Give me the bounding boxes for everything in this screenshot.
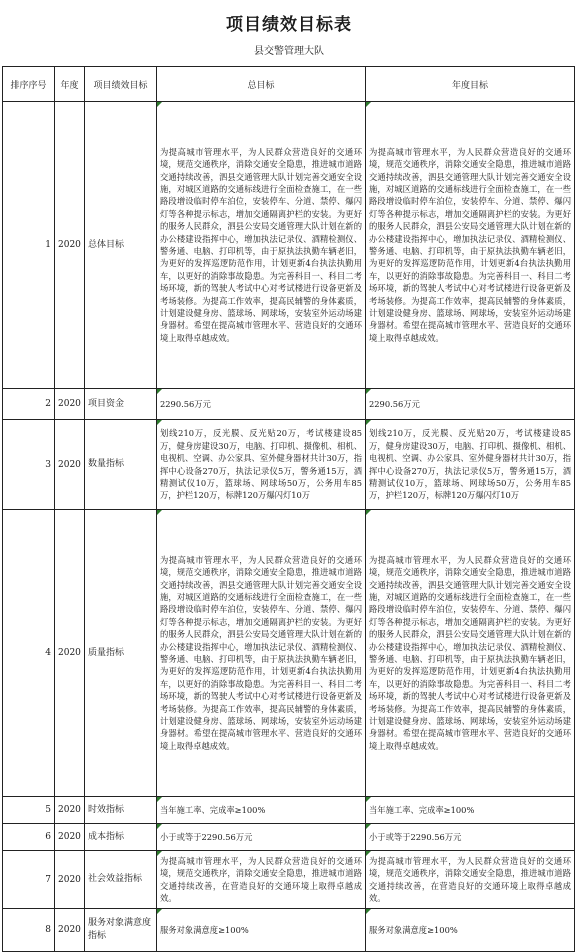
- row-year: 2020: [55, 102, 85, 389]
- row-annual-goal: [366, 102, 575, 389]
- row-total-goal: [157, 420, 366, 510]
- row-annual-goal-text: 为提高城市管理水平，为人民群众营造良好的交通环境，规范交通秩序，消除交通安全隐患，推进城市道路交通持续改善，泗县交通管理大队计划完善交通安全设施，对城区道路的交通标线进行全面检查施工，在一些路段增设临时停车泊位，安装停车、分道、禁停、爆闪灯等各种提示标志，增加交通隔离护栏的安装。为更好的服务人民群众，泗县公安局交通管理大队计划在新的办公楼建设指挥中心，增加执法记录仪、酒精检测仪、警务通、电脑、打印机等，由于原执法执勤车辆老旧，为更好的发挥巡逻防范作用，计划更新4台执法执勤用车，以更好的消除事故隐患。为完善科目一、科目二考场环境，新的驾驶人考试中心对考试楼进行设备更新及考场装修。为提高工作效率，提高民辅警的身体素质，计划建设健身房、篮球场、网球场，安装室外运动场建身器材。希望在提高城市管理水平、营造良好的交通环境上取得卓越成效。: [369, 554, 571, 751]
- row-goal-name: 项目资金: [85, 389, 157, 420]
- cell-comment-marker: [157, 389, 162, 394]
- row-total-goal-text: 划线210万，反光膜、反光贴20万，考试楼建设85万，健身房建设30万，电脑、打印机、摄像机、相机、电视机、空调、办公家具、室外健身器材共计30万，指挥中心设备270万，执法记录仪5万，警务通15万，酒精测试仪10万，篮球场、网球场50万，公务用车85万，护栏120万，标牌120万爆闪灯10万: [160, 428, 362, 501]
- cell-comment-marker: [157, 797, 162, 802]
- row-total-goal: [157, 851, 366, 909]
- row-total-goal: [157, 824, 366, 851]
- row-total-goal: [157, 909, 366, 952]
- row-annual-goal-text: 为提高城市管理水平，为人民群众营造良好的交通环境，规范交通秩序，消除交通安全隐患，推进城市道路交通持续改善，在营造良好的交通环境上取得卓越成效。: [369, 855, 571, 903]
- row-annual-goal: [366, 824, 575, 851]
- row-total-goal-text: 2290.56万元: [160, 398, 211, 409]
- table-row: [3, 102, 575, 389]
- row-year: 2020: [55, 797, 85, 824]
- cell-comment-marker: [366, 824, 371, 829]
- cell-comment-marker: [366, 102, 371, 107]
- cell-comment-marker: [157, 824, 162, 829]
- cell-comment-marker: [366, 510, 371, 515]
- row-seq: 6: [3, 824, 55, 851]
- row-annual-goal: [366, 797, 575, 824]
- row-total-goal: [157, 102, 366, 389]
- row-seq: 2: [3, 389, 55, 420]
- cell-comment-marker: [157, 102, 162, 107]
- row-annual-goal: [366, 851, 575, 909]
- row-seq: 3: [3, 420, 55, 510]
- row-goal-name: 时效指标: [85, 797, 157, 824]
- header-annual-goal: 年度目标: [366, 67, 575, 102]
- header-total-goal: 总目标: [157, 67, 366, 102]
- row-annual-goal-text: 当年施工率、完成率≥100%: [369, 804, 475, 815]
- row-year: 2020: [55, 389, 85, 420]
- row-total-goal-text: 小于或等于2290.56万元: [160, 831, 253, 842]
- cell-comment-marker: [157, 420, 162, 425]
- row-total-goal: [157, 510, 366, 797]
- row-annual-goal-text: 小于或等于2290.56万元: [369, 831, 462, 842]
- row-annual-goal: [366, 420, 575, 510]
- header-goal-name: 项目绩效目标: [85, 67, 157, 102]
- performance-table: [2, 66, 575, 952]
- row-seq: 5: [3, 797, 55, 824]
- row-year: 2020: [55, 824, 85, 851]
- row-goal-name: 质量指标: [85, 510, 157, 797]
- row-annual-goal-text: 服务对象满意度≥100%: [369, 924, 458, 935]
- row-seq: 1: [3, 102, 55, 389]
- cell-comment-marker: [157, 909, 162, 914]
- cell-comment-marker: [366, 420, 371, 425]
- row-annual-goal-text: 2290.56万元: [369, 398, 420, 409]
- table-row: [3, 824, 575, 851]
- page-title: 项目绩效目标表: [226, 15, 352, 35]
- row-year: 2020: [55, 510, 85, 797]
- row-year: 2020: [55, 420, 85, 510]
- row-annual-goal: [366, 389, 575, 420]
- row-total-goal-text: 服务对象满意度≥100%: [160, 924, 249, 935]
- cell-comment-marker: [157, 851, 162, 856]
- table-row: [3, 389, 575, 420]
- table-row: [3, 851, 575, 909]
- cell-comment-marker: [366, 851, 371, 856]
- table-row: [3, 420, 575, 510]
- row-annual-goal-text: 为提高城市管理水平，为人民群众营造良好的交通环境，规范交通秩序，消除交通安全隐患，推进城市道路交通持续改善，泗县交通管理大队计划完善交通安全设施，对城区道路的交通标线进行全面检查施工，在一些路段增设临时停车泊位，安装停车、分道、禁停、爆闪灯等各种提示标志，增加交通隔离护栏的安装。为更好的服务人民群众，泗县公安局交通管理大队计划在新的办公楼建设指挥中心，增加执法记录仪、酒精检测仪、警务通、电脑、打印机等，由于原执法执勤车辆老旧，为更好的发挥巡逻防范作用，计划更新4台执法执勤用车，以更好的消除事故隐患。为完善科目一、科目二考场环境，新的驾驶人考试中心对考试楼进行设备更新及考场装修。为提高工作效率，提高民辅警的身体素质，计划建设健身房、篮球场、网球场，安装室外运动场建身器材。希望在提高城市管理水平、营造良好的交通环境上取得卓越成效。: [369, 146, 571, 343]
- row-seq: 8: [3, 909, 55, 952]
- page-subtitle: 县交警管理大队: [254, 46, 324, 57]
- row-annual-goal: [366, 909, 575, 952]
- row-seq: 4: [3, 510, 55, 797]
- cell-comment-marker: [366, 797, 371, 802]
- table-row: [3, 909, 575, 952]
- cell-comment-marker: [366, 389, 371, 394]
- row-annual-goal-text: 划线210万，反光膜、反光贴20万，考试楼建设85万，健身房建设30万，电脑、打印机、摄像机、相机、电视机、空调、办公家具、室外健身器材共计30万，指挥中心设备270万，执法记录仪5万，警务通15万，酒精测试仪10万，篮球场、网球场50万，公务用车85万，护栏120万，标牌120万爆闪灯10万: [369, 428, 571, 501]
- row-total-goal-text: 为提高城市管理水平，为人民群众营造良好的交通环境，规范交通秩序，消除交通安全隐患，推进城市道路交通持续改善，泗县交通管理大队计划完善交通安全设施，对城区道路的交通标线进行全面检查施工，在一些路段增设临时停车泊位，安装停车、分道、禁停、爆闪灯等各种提示标志，增加交通隔离护栏的安装。为更好的服务人民群众，泗县公安局交通管理大队计划在新的办公楼建设指挥中心，增加执法记录仪、酒精检测仪、警务通、电脑、打印机等，由于原执法执勤车辆老旧，为更好的发挥巡逻防范作用，计划更新4台执法执勤用车，以更好的消除事故隐患。为完善科目一、科目二考场环境，新的驾驶人考试中心对考试楼进行设备更新及考场装修。为提高工作效率，提高民辅警的身体素质，计划建设健身房、篮球场、网球场，安装室外运动场建身器材。希望在提高城市管理水平、营造良好的交通环境上取得卓越成效。: [160, 554, 362, 751]
- row-goal-name: 成本指标: [85, 824, 157, 851]
- cell-comment-marker: [366, 909, 371, 914]
- table-row: [3, 510, 575, 797]
- header-seq: 排序序号: [3, 67, 55, 102]
- row-total-goal: [157, 389, 366, 420]
- table-row: [3, 797, 575, 824]
- row-goal-name: 社会效益指标: [85, 851, 157, 909]
- table-header-row: [3, 67, 575, 102]
- row-annual-goal: [366, 510, 575, 797]
- row-seq: 7: [3, 851, 55, 909]
- row-total-goal-text: 为提高城市管理水平，为人民群众营造良好的交通环境，规范交通秩序，消除交通安全隐患，推进城市道路交通持续改善，泗县交通管理大队计划完善交通安全设施，对城区道路的交通标线进行全面检查施工，在一些路段增设临时停车泊位，安装停车、分道、禁停、爆闪灯等各种提示标志，增加交通隔离护栏的安装。为更好的服务人民群众，泗县公安局交通管理大队计划在新的办公楼建设指挥中心，增加执法记录仪、酒精检测仪、警务通、电脑、打印机等，由于原执法执勤车辆老旧，为更好的发挥巡逻防范作用，计划更新4台执法执勤用车，以更好的消除事故隐患。为完善科目一、科目二考场环境，新的驾驶人考试中心对考试楼进行设备更新及考场装修。为提高工作效率，提高民辅警的身体素质，计划建设健身房、篮球场、网球场，安装室外运动场建身器材。希望在提高城市管理水平、营造良好的交通环境上取得卓越成效。: [160, 146, 362, 343]
- row-total-goal: [157, 797, 366, 824]
- row-goal-name: 数量指标: [85, 420, 157, 510]
- row-year: 2020: [55, 851, 85, 909]
- row-goal-name: 总体目标: [85, 102, 157, 389]
- row-total-goal-text: 为提高城市管理水平，为人民群众营造良好的交通环境，规范交通秩序，消除交通安全隐患，推进城市道路交通持续改善，在营造良好的交通环境上取得卓越成效。: [160, 855, 362, 903]
- row-goal-name: 服务对象满意度指标: [85, 909, 157, 952]
- row-year: 2020: [55, 909, 85, 952]
- cell-comment-marker: [157, 510, 162, 515]
- header-year: 年度: [55, 67, 85, 102]
- row-total-goal-text: 当年施工率、完成率≥100%: [160, 804, 266, 815]
